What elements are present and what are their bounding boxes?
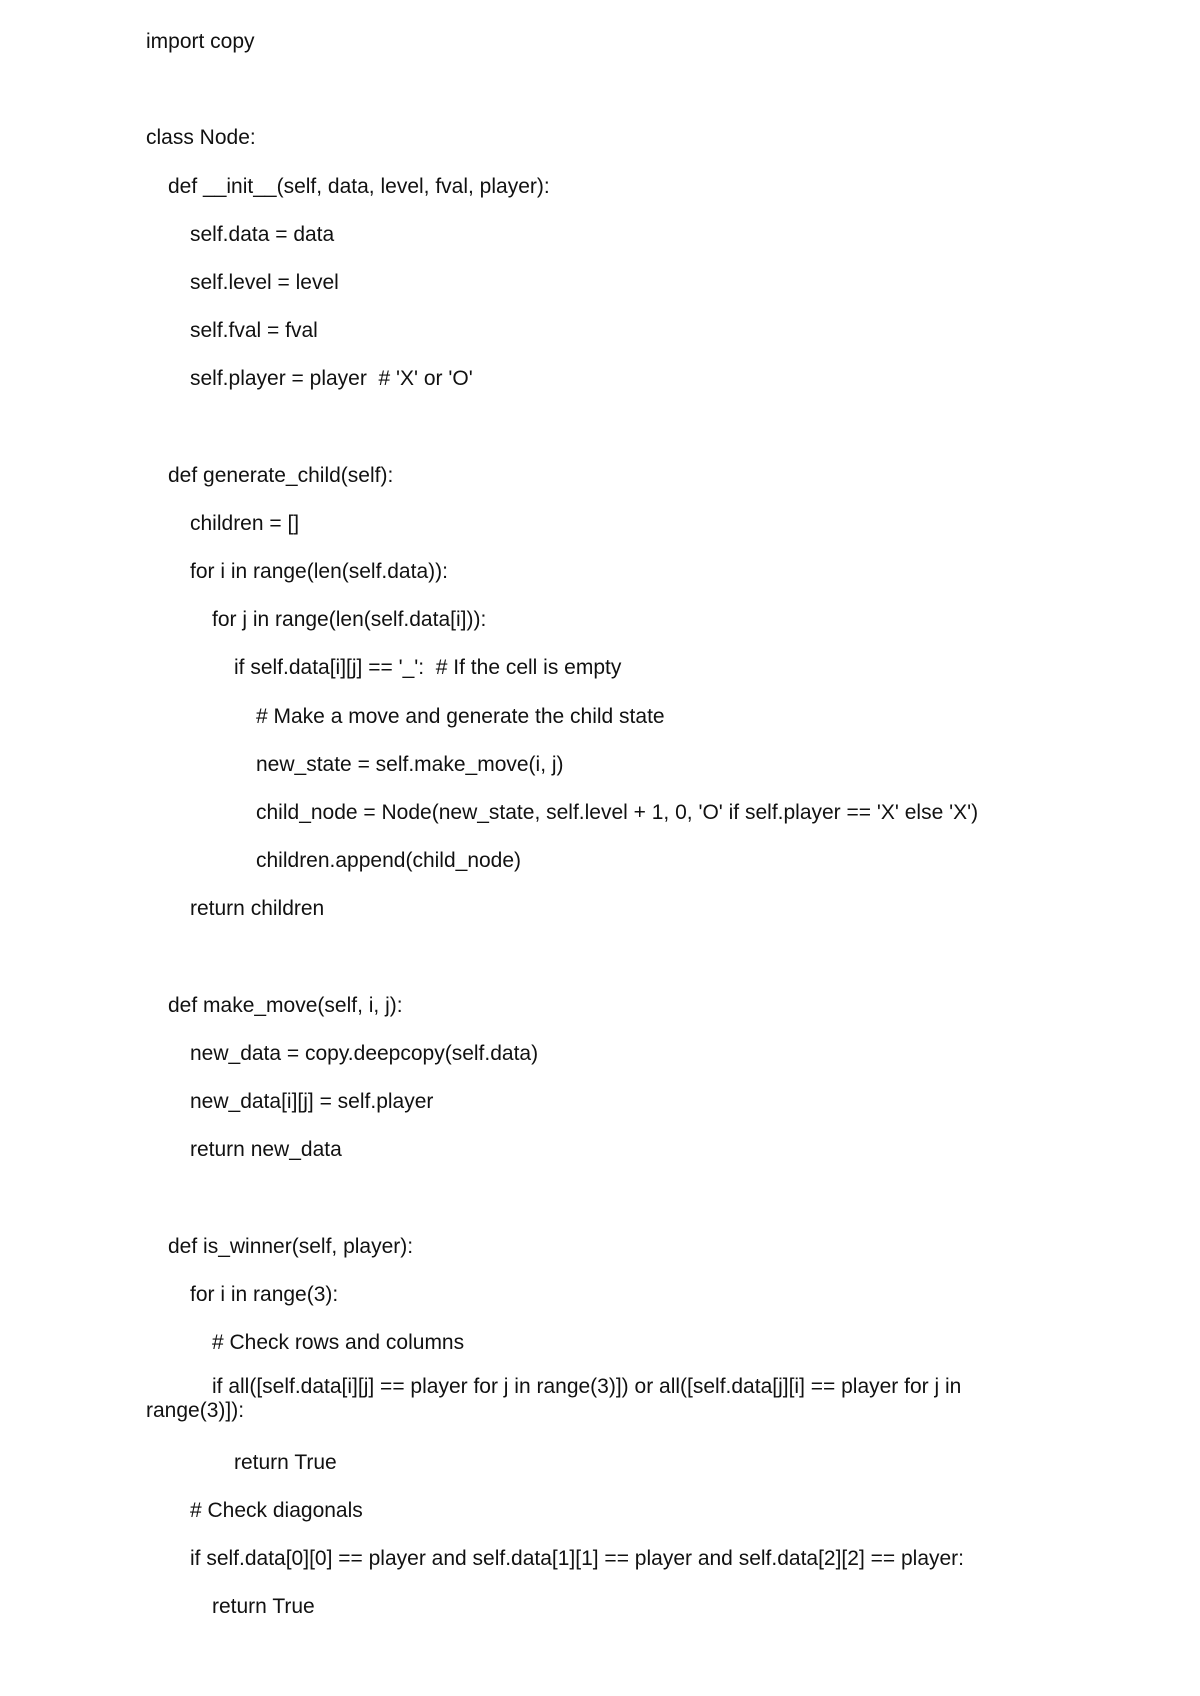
code-line: self.level = level [190, 270, 339, 294]
code-line: new_state = self.make_move(i, j) [256, 752, 564, 776]
code-line: for i in range(3): [190, 1282, 339, 1306]
code-line: return new_data [190, 1138, 342, 1162]
code-line: def make_move(self, i, j): [168, 993, 403, 1017]
code-line: import copy [146, 30, 255, 53]
code-line-wrapped [146, 1375, 1046, 1423]
code-line: def is_winner(self, player): [168, 1234, 414, 1258]
blank-line [146, 942, 1046, 990]
code-line: if self.data[0][0] == player and self.data[1][1] == player and self.data[2][2] == player: [190, 1547, 965, 1571]
blank-line [146, 412, 1046, 460]
code-line: self.player = player # 'X' or 'O' [190, 367, 473, 391]
code-line: child_node = Node(new_state, self.level + 1, 0, 'O' if self.player == 'X' else 'X') [256, 801, 979, 824]
code-line: # Check diagonals [190, 1499, 363, 1523]
code-line: children = [] [190, 511, 300, 535]
code-line: def __init__(self, data, level, fval, player): [168, 174, 550, 198]
code-line: for i in range(len(self.data)): [190, 560, 448, 584]
code-line: return children [190, 897, 325, 921]
code-line: # Make a move and generate the child state [256, 704, 665, 728]
code-line: return True [212, 1595, 315, 1619]
code-line: # Check rows and columns [212, 1331, 465, 1355]
code-line: for j in range(len(self.data[i])): [212, 608, 487, 632]
code-line: def generate_child(self): [168, 463, 394, 487]
code-line: return True [234, 1450, 337, 1474]
code-line: self.data = data [190, 222, 335, 246]
code-line: new_data = copy.deepcopy(self.data) [190, 1041, 539, 1065]
blank-line [146, 74, 1046, 122]
code-line: self.fval = fval [190, 319, 318, 343]
code-listing [146, 26, 1046, 1640]
blank-line [146, 1183, 1046, 1231]
code-line-text: if all([self.data[i][j] == player for j in range(3)]) or all([self.data[j][i] == player for j in range(3)]): [146, 1375, 962, 1423]
code-line: new_data[i][j] = self.player [190, 1090, 434, 1114]
code-line: class Node: [146, 126, 256, 150]
code-line: children.append(child_node) [256, 849, 522, 873]
code-line: if self.data[i][j] == '_': # If the cell is empty [234, 656, 622, 680]
